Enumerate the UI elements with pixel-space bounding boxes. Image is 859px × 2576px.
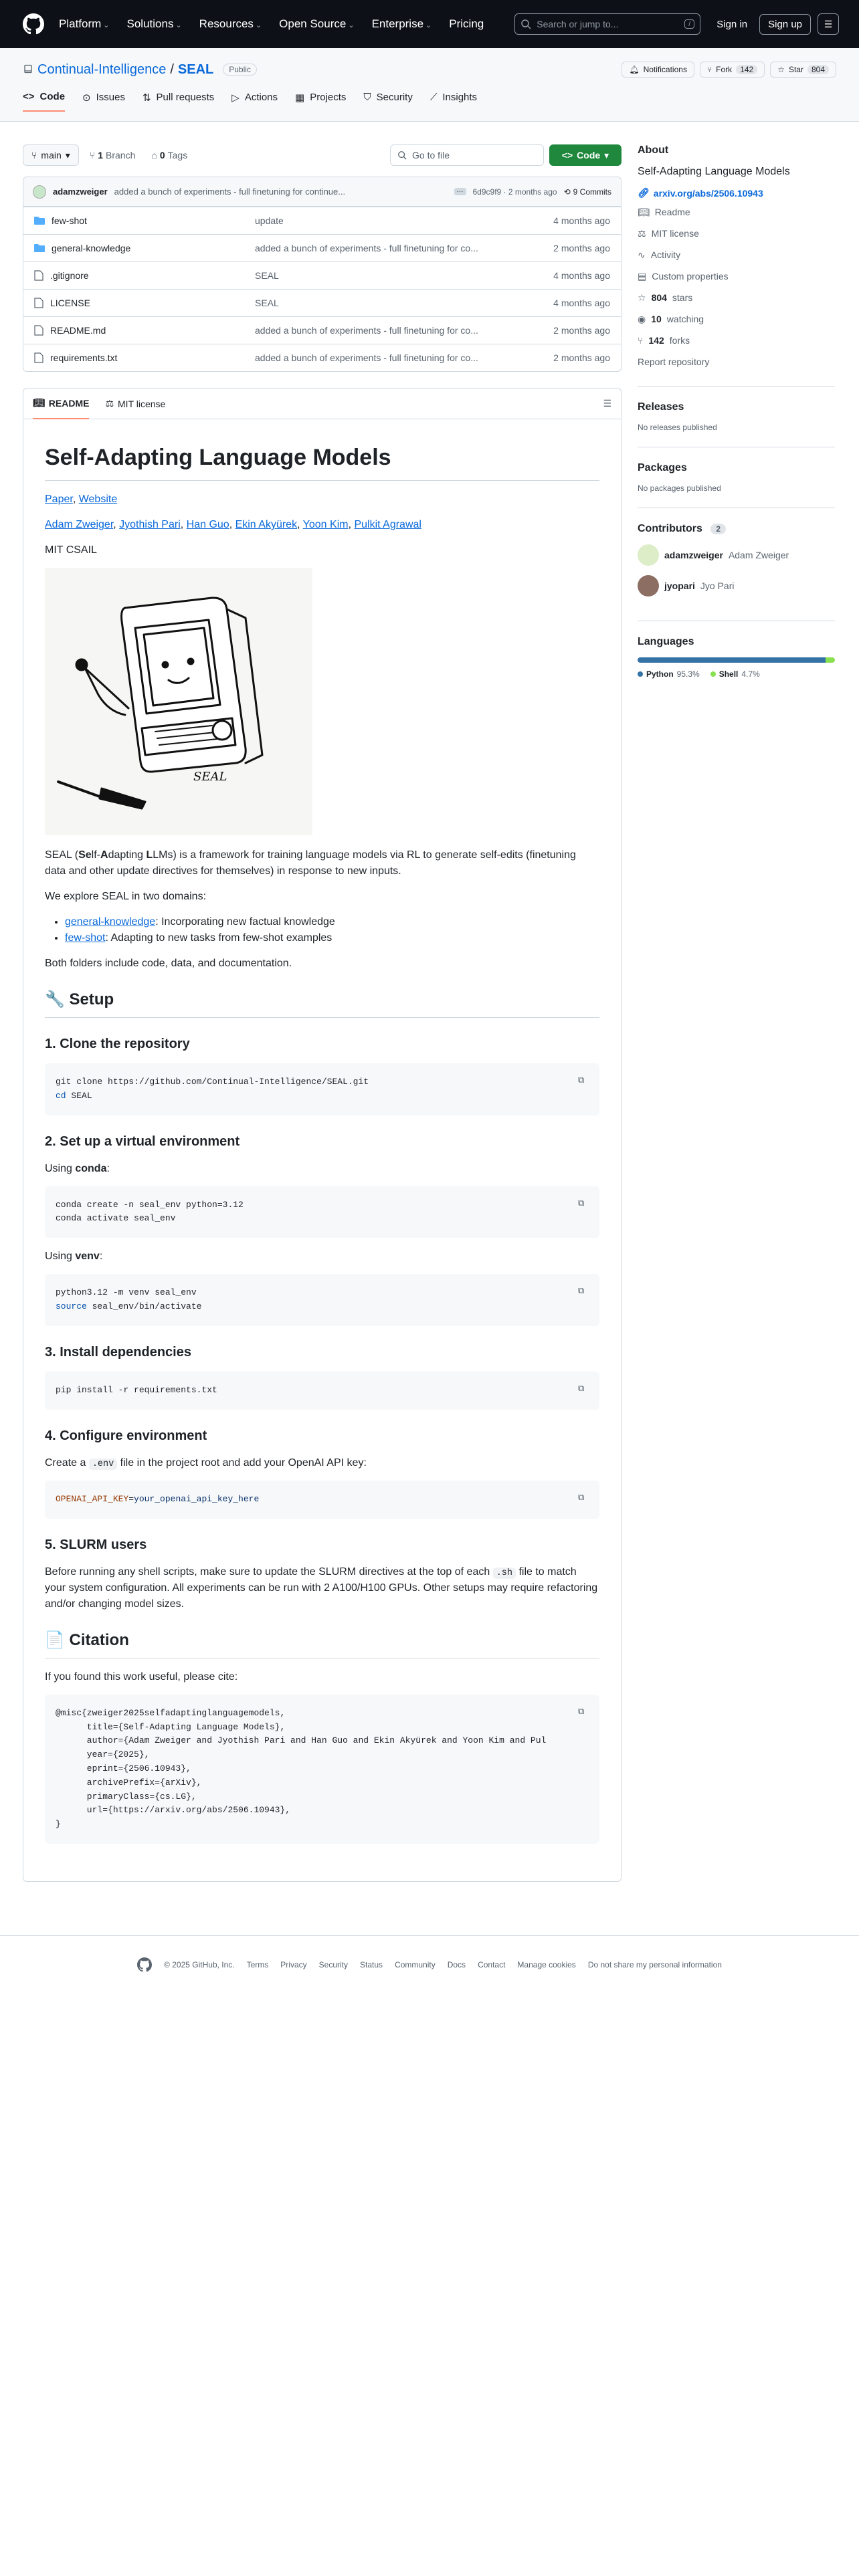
author-link[interactable]: Adam Zweiger xyxy=(45,519,114,530)
commit-hash-age[interactable]: 6d9c9f9 · 2 months ago xyxy=(472,187,557,197)
sign-up-button[interactable]: Sign up xyxy=(759,14,811,35)
table-row[interactable] xyxy=(23,234,621,261)
list-item: • general-knowledge: Incorporating new factual knowledge xyxy=(65,914,599,930)
chevron-down-icon: ⌄ xyxy=(103,21,110,29)
tab-readme[interactable]: 📖︎ README xyxy=(33,389,89,419)
copyright: © 2025 GitHub, Inc. xyxy=(164,1960,235,1970)
footer-link[interactable]: Status xyxy=(360,1960,383,1970)
file-icon xyxy=(34,270,43,281)
eye-icon: ◉ xyxy=(638,313,646,324)
copy-icon[interactable]: ⧉ xyxy=(578,1706,585,1717)
folder-icon xyxy=(34,243,45,253)
language-python[interactable]: Python 95.3% xyxy=(638,669,700,679)
file-icon xyxy=(34,352,43,363)
file-name[interactable]: few-shot xyxy=(52,215,87,226)
footer-link[interactable]: Terms xyxy=(246,1960,269,1970)
file-commit-message[interactable]: added a bunch of experiments - full finetuning for co... xyxy=(255,243,478,253)
caret-icon: ▾ xyxy=(604,149,609,160)
tab-actions[interactable]: ▷ Actions xyxy=(231,92,278,104)
table-row[interactable] xyxy=(23,207,621,234)
branch-icon: ⑂ xyxy=(89,150,96,160)
forks-link[interactable]: ⑂ 142 forks xyxy=(638,335,690,346)
language-bar-shell xyxy=(826,657,835,663)
law-icon: ⚖︎ xyxy=(638,227,646,239)
author-link[interactable]: Pulkit Agrawal xyxy=(354,519,421,530)
file-age: 2 months ago xyxy=(553,243,610,253)
table-row[interactable] xyxy=(23,316,621,344)
releases-empty: No releases published xyxy=(638,423,717,432)
paper-link[interactable]: Paper xyxy=(45,494,73,505)
file-name[interactable]: requirements.txt xyxy=(50,352,118,363)
repo-icon xyxy=(23,64,33,75)
copy-icon[interactable]: ⧉ xyxy=(578,1492,585,1503)
website-link[interactable]: Website xyxy=(78,494,118,505)
file-list xyxy=(23,177,622,372)
star-icon: ☆ xyxy=(777,65,785,74)
seal-illustration xyxy=(45,568,312,835)
fork-button[interactable]: ⑂ Fork 142 xyxy=(700,62,765,78)
tags-link[interactable]: ⌂ 0 Tags xyxy=(151,150,188,160)
author-link[interactable]: Yoon Kim xyxy=(302,519,349,530)
activity-link[interactable]: ∿ Activity xyxy=(638,249,681,260)
contributors-heading[interactable]: Contributors 2 xyxy=(638,523,835,535)
copy-icon[interactable]: ⧉ xyxy=(578,1198,585,1208)
author-link[interactable]: Jyothish Pari xyxy=(119,519,181,530)
releases-heading[interactable]: Releases xyxy=(638,401,684,413)
license-link[interactable]: ⚖︎ MIT license xyxy=(638,227,699,239)
intro-paragraph: SEAL (Self-Adapting LLMs) is a framework for training language models via RL to generate self-edits (finetuning data and other update directives for themselves) in response to new inputs. xyxy=(45,849,576,877)
tab-projects[interactable]: ▦ Projects xyxy=(295,92,347,104)
language-dot xyxy=(638,671,643,677)
copy-icon[interactable]: ⧉ xyxy=(578,1383,585,1394)
cite-intro: If you found this work useful, please cite: xyxy=(45,1671,238,1683)
language-shell[interactable]: Shell 4.7% xyxy=(710,669,760,679)
sidebar xyxy=(638,144,835,1882)
book-icon: 📖︎ xyxy=(638,206,650,217)
fork-icon: ⑂ xyxy=(638,335,644,346)
tab-insights[interactable]: ⟋ Insights xyxy=(430,92,478,103)
book-icon: 📖︎ xyxy=(33,397,45,408)
code-icon: <> xyxy=(561,150,573,160)
few-shot-link[interactable]: few-shot xyxy=(65,932,106,944)
code-block: ⧉ pip install -r requirements.txt xyxy=(45,1372,599,1410)
file-commit-message[interactable]: SEAL xyxy=(255,298,279,308)
language-bar xyxy=(638,657,835,663)
repo-tabs xyxy=(23,91,836,112)
chevron-down-icon: ⌄ xyxy=(255,21,262,29)
footer-link[interactable]: Docs xyxy=(447,1960,466,1970)
nav-solutions[interactable]: Solutions ⌄ xyxy=(126,17,182,30)
repo-owner-link[interactable]: Continual-Intelligence xyxy=(37,62,167,77)
footer-link[interactable]: Manage cookies xyxy=(517,1960,576,1970)
issue-icon: ⊙ xyxy=(82,92,91,104)
bell-icon: 🔔︎ xyxy=(629,65,640,74)
domain-list xyxy=(65,914,599,946)
nav-platform[interactable]: Platform ⌄ xyxy=(59,17,110,30)
avatar[interactable] xyxy=(33,185,46,199)
github-logo-icon[interactable] xyxy=(23,13,44,35)
file-icon xyxy=(34,325,43,336)
tab-code[interactable]: <> Code xyxy=(23,91,65,112)
global-nav xyxy=(59,17,514,31)
graph-icon: ⟋ xyxy=(430,92,438,103)
file-commit-message[interactable]: SEAL xyxy=(255,270,279,281)
avatar xyxy=(638,544,659,566)
footer-link[interactable]: Contact xyxy=(478,1960,506,1970)
tab-pull-requests[interactable]: ⇅ Pull requests xyxy=(142,92,215,104)
chevron-down-icon: ⌄ xyxy=(175,21,182,29)
file-age: 4 months ago xyxy=(553,215,610,226)
contributors-count: 2 xyxy=(710,524,726,534)
author-link[interactable]: Ekin Akyürek xyxy=(235,519,298,530)
search-input[interactable]: Search or jump to... / xyxy=(514,13,700,35)
about-heading: About xyxy=(638,144,669,156)
star-count: 804 xyxy=(807,65,829,74)
go-to-file-input[interactable]: Go to file xyxy=(390,144,544,166)
nav-resources[interactable]: Resources ⌄ xyxy=(199,17,262,30)
branch-icon: ⑂ xyxy=(31,150,37,160)
explore-text: We explore SEAL in two domains: xyxy=(45,891,207,902)
file-age: 2 months ago xyxy=(553,352,610,363)
file-name[interactable]: README.md xyxy=(50,325,106,336)
language-dot xyxy=(710,671,716,677)
ellipsis-icon[interactable]: ··· xyxy=(454,188,466,195)
history-icon: ⟲ xyxy=(563,187,571,197)
bibtex-block: ⧉ @misc{zweiger2025selfadaptinglanguagemodels, title={Self-Adapting Language Models}, author={Adam Zweiger and Jyothish Pari and Han Guo and Ekin Akyürek and Yoon Kim and Pul year={2025}, eprint={2506.10943}, archivePrefix={arXiv}, primaryClass={cs.LG}, url={https://arxiv.org/abs/2506.10943}, } xyxy=(45,1695,599,1844)
languages-heading: Languages xyxy=(638,636,694,647)
page-footer xyxy=(0,1935,859,1972)
readme-link[interactable]: 📖︎ Readme xyxy=(638,206,690,217)
note-icon: ▤ xyxy=(638,270,647,282)
commit-message[interactable]: added a bunch of experiments - full finetuning for continue... xyxy=(114,187,346,197)
commit-author[interactable]: adamzweiger xyxy=(53,187,108,197)
nav-open-source[interactable]: Open Source ⌄ xyxy=(279,17,355,30)
fork-count: 142 xyxy=(736,65,757,74)
step-heading: 2. Set up a virtual environment xyxy=(45,1134,240,1149)
repo-description: Self-Adapting Language Models xyxy=(638,166,790,177)
author-link[interactable]: Han Guo xyxy=(186,519,229,530)
branches-link[interactable]: ⑂ 1 Branch xyxy=(89,150,136,160)
code-button[interactable]: <> Code ▾ xyxy=(549,144,622,166)
file-icon xyxy=(34,298,43,308)
commits-link[interactable]: ⟲ 9 Commits xyxy=(563,187,611,197)
global-header xyxy=(0,0,859,48)
link-icon: 🔗︎ xyxy=(638,187,650,198)
file-name[interactable]: .gitignore xyxy=(50,270,89,281)
custom-properties-link[interactable]: ▤ Custom properties xyxy=(638,270,729,282)
tab-license[interactable]: ⚖︎ MIT license xyxy=(105,398,166,409)
search-icon xyxy=(397,150,407,160)
caret-icon: ▾ xyxy=(65,149,70,160)
visibility-badge: Public xyxy=(223,64,257,76)
report-link[interactable]: Report repository xyxy=(638,356,710,367)
stars-link[interactable]: ☆ 804 stars xyxy=(638,292,693,303)
file-toolbar xyxy=(23,144,622,166)
star-button[interactable]: ☆ Star 804 xyxy=(770,62,836,78)
file-name[interactable]: general-knowledge xyxy=(52,243,131,253)
table-row[interactable] xyxy=(23,344,621,371)
step-heading: 4. Configure environment xyxy=(45,1428,207,1443)
sign-in-link[interactable]: Sign in xyxy=(717,18,748,30)
chevron-down-icon: ⌄ xyxy=(348,21,355,29)
list-item: • few-shot: Adapting to new tasks from few-shot examples xyxy=(65,930,599,946)
file-name[interactable]: LICENSE xyxy=(50,298,90,308)
copy-icon[interactable]: ⧉ xyxy=(578,1075,585,1085)
citation-heading: 📄 Citation xyxy=(45,1628,599,1658)
table-row[interactable] xyxy=(23,261,621,289)
file-commit-message[interactable]: added a bunch of experiments - full finetuning for co... xyxy=(255,352,478,363)
contributor[interactable]: jyopari Jyo Pari xyxy=(638,575,835,597)
table-icon: ▦ xyxy=(295,92,305,104)
homepage-link[interactable]: 🔗︎ arxiv.org/abs/2506.10943 xyxy=(638,187,763,199)
folders-note: Both folders include code, data, and documentation. xyxy=(45,958,292,969)
outline-icon[interactable]: ☰ xyxy=(603,398,611,409)
file-age: 2 months ago xyxy=(553,325,610,336)
code-block: ⧉ OPENAI_API_KEY=your_openai_api_key_here xyxy=(45,1481,599,1519)
packages-empty: No packages published xyxy=(638,484,721,493)
watching-link[interactable]: ◉ 10 watching xyxy=(638,313,704,324)
latest-commit xyxy=(23,177,621,207)
nav-enterprise[interactable]: Enterprise ⌄ xyxy=(371,17,432,30)
footer-link[interactable]: Community xyxy=(395,1960,436,1970)
code-icon: <> xyxy=(23,91,35,102)
branch-selector[interactable]: ⑂ main ▾ xyxy=(23,144,79,166)
tab-issues[interactable]: ⊙ Issues xyxy=(82,92,125,104)
search-shortcut: / xyxy=(684,19,694,29)
step-heading: 5. SLURM users xyxy=(45,1537,147,1552)
repo-name-link[interactable]: SEAL xyxy=(177,62,214,77)
table-row[interactable] xyxy=(23,289,621,316)
folder-icon xyxy=(34,216,45,225)
github-logo-icon[interactable] xyxy=(137,1957,152,1972)
setup-heading: 🔧 Setup xyxy=(45,988,599,1018)
play-icon: ▷ xyxy=(231,92,240,104)
readme-panel: 📖︎ README ⚖︎ MIT license ☰ Self-Adapting Language Models Paper, Website Adam Zweiger, Jyothish Pari, Han Guo, Ekin Akyürek, Yoon Kim, Pulkit Agrawal MIT CSAIL SEAL SEAL (Self-Adapting LLMs) is a framework for training language models via RL to generate self-edits (finetuning data and other update directives for themselves) in response to new inputs. We explore SEAL in two domains: • general-knowledge: Incorporating new factual knowledge • few-shot: Adapting to new tasks from few-shot examples Both folders include code, data, and documentation. 🔧 Setup 1. Clone the repository ⧉ git clone https://github.com/Continual-Intelligence/SEAL.git cd SEAL 2. Set up a virtual environment Using conda: ⧉ conda create -n seal_env python=3.12 conda activate seal_env Using venv: ⧉ python3.12 -m venv seal_env source seal_env/bin/activate 3. Install dependencies ⧉ pip install -r requirements.txt 4. Configure environment Create a .env file in the project root and add your OpenAI API key: ⧉ OPENAI_API_KEY=your_openai_api_key_here 5. SLURM users Before running any shell scripts, make sure to update the SLURM directives at the top of each .sh file to match your system configuration. All experiments can be run with 2 A100/H100 GPUs. Other setups may require refactoring and/or changing model sizes. 📄 Citation If you found this work useful, please cite: ⧉ @misc{zweiger2025selfadaptinglanguagemodels, title={Self-Adapting Language Models}, author={Adam Zweiger and Jyothish Pari and Han Guo and Ekin Akyürek and Yoon Kim and Pul year={2025}, eprint={2506.10943}, archivePrefix={arXiv}, primaryClass={cs.LG}, url={https://arxiv.org/abs/2506.10943}, } xyxy=(23,388,622,1882)
search-icon xyxy=(520,19,531,29)
chevron-down-icon: ⌄ xyxy=(425,21,432,29)
nav-pricing[interactable]: Pricing xyxy=(449,17,484,30)
law-icon: ⚖︎ xyxy=(105,398,114,409)
tab-security[interactable]: ⛉ Security xyxy=(363,92,413,103)
readme-title: Self-Adapting Language Models xyxy=(45,441,599,481)
file-commit-message[interactable]: added a bunch of experiments - full finetuning for co... xyxy=(255,325,478,336)
shield-icon: ⛉ xyxy=(363,92,371,103)
footer-link[interactable]: Privacy xyxy=(280,1960,307,1970)
illustration-label: SEAL xyxy=(193,770,227,784)
star-icon: ☆ xyxy=(638,292,646,303)
file-age: 4 months ago xyxy=(553,298,610,308)
fork-icon: ⑂ xyxy=(706,65,712,74)
code-block: ⧉ conda create -n seal_env python=3.12 conda activate seal_env xyxy=(45,1186,599,1239)
file-age: 4 months ago xyxy=(553,270,610,281)
menu-icon[interactable]: ☰ xyxy=(818,13,839,35)
pulse-icon: ∿ xyxy=(638,249,646,260)
language-bar-python xyxy=(638,657,826,663)
step-heading: 1. Clone the repository xyxy=(45,1037,190,1051)
tag-icon: ⌂ xyxy=(151,150,157,160)
notifications-button[interactable]: 🔔︎ Notifications xyxy=(622,62,694,78)
copy-icon[interactable]: ⧉ xyxy=(578,1286,585,1297)
footer-link[interactable]: Do not share my personal information xyxy=(587,1960,722,1970)
pull-request-icon: ⇅ xyxy=(142,92,151,104)
step-heading: 3. Install dependencies xyxy=(45,1344,191,1360)
packages-heading[interactable]: Packages xyxy=(638,462,687,473)
file-commit-message[interactable]: update xyxy=(255,215,284,226)
code-block: ⧉ python3.12 -m venv seal_env source seal_env/bin/activate xyxy=(45,1274,599,1326)
affiliation: MIT CSAIL xyxy=(45,544,97,556)
contributor[interactable]: adamzweiger Adam Zweiger xyxy=(638,544,835,566)
avatar xyxy=(638,575,659,597)
repo-header: Continual-Intelligence / SEAL Public 🔔︎ Notifications ⑂ Fork 142 ☆ Star 804 <> Code ⊙ Issues ⇅ Pull requests ▷ Actions ▦ Projects ⛉ Security ⟋ Insights xyxy=(0,48,859,122)
author-list: Adam Zweiger, Jyothish Pari, Han Guo, Ekin Akyürek, Yoon Kim, Pulkit Agrawal xyxy=(45,519,421,530)
code-block: ⧉ git clone https://github.com/Continual-Intelligence/SEAL.git cd SEAL xyxy=(45,1063,599,1115)
footer-link[interactable]: Security xyxy=(318,1960,348,1970)
general-knowledge-link[interactable]: general-knowledge xyxy=(65,916,156,928)
